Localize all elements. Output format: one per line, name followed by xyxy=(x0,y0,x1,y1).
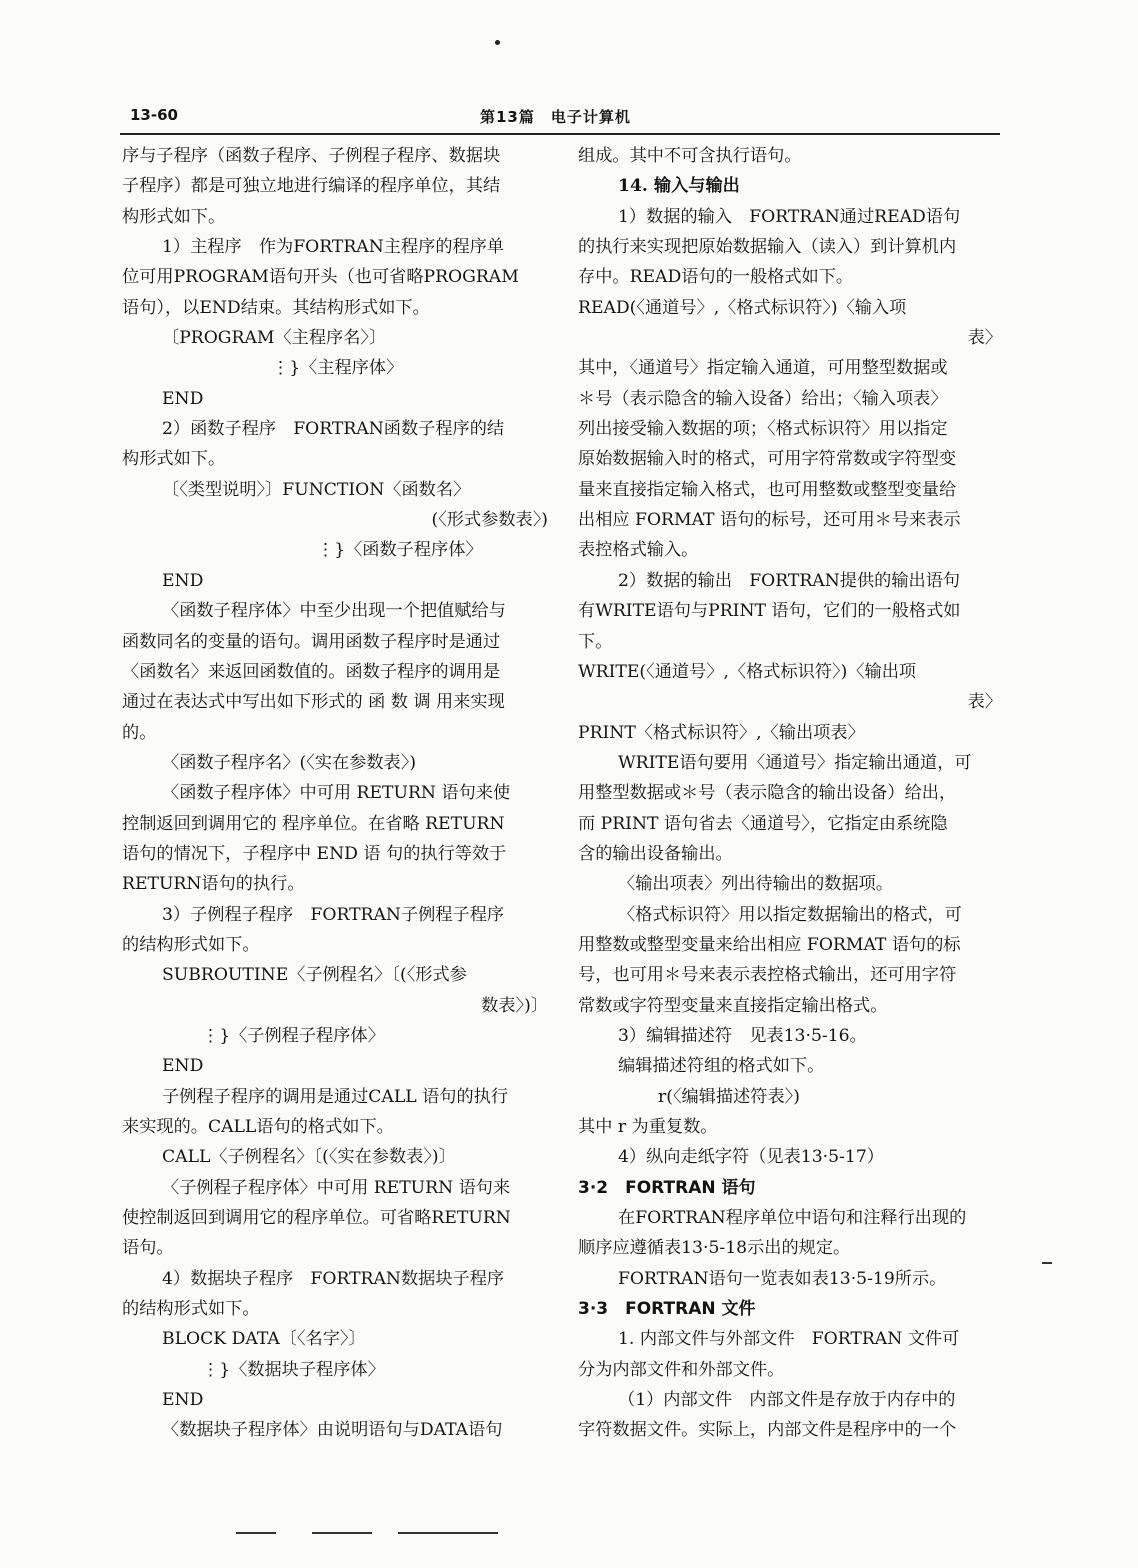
margin-mark xyxy=(1042,1262,1052,1264)
subsection-heading: 14. 输入与输出 xyxy=(618,176,740,197)
text-line: 顺序应遵循表13·5-18示出的规定。 xyxy=(578,1238,851,1259)
text-line: （1）内部文件 内部文件是存放于内存中的 xyxy=(618,1390,956,1411)
code-line: READ(〈通道号〉,〈格式标识符〉)〈输入项 xyxy=(578,297,907,318)
text-line: 组成。其中不可含执行语句。 xyxy=(578,146,802,166)
text-line: 位可用PROGRAM语句开头（也可省略PROGRAM xyxy=(122,267,519,288)
code-line: (〈形式参数表〉) xyxy=(431,510,548,531)
text-line: 语句的情况下，子程序中 END 语 句的执行等效于 xyxy=(122,843,507,864)
code-line: 数表〉)〕 xyxy=(481,995,548,1016)
text-line: ＊号（表示隐含的输入设备）给出；〈输入项表〉 xyxy=(578,388,948,409)
text-line: WRITE语句要用〈通道号〉指定输出通道，可 xyxy=(618,752,972,773)
text-line: 子程序）都是可独立地进行编译的程序单位，其结 xyxy=(122,176,501,197)
text-line: 〈格式标识符〉用以指定数据输出的格式，可 xyxy=(618,904,962,925)
text-line: FORTRAN语句一览表如表13·5-19所示。 xyxy=(618,1268,947,1289)
text-line: 1）数据的输入 FORTRAN通过READ语句 xyxy=(618,206,961,227)
text-line: 有WRITE语句与PRINT 语句，它们的一般格式如 xyxy=(578,601,961,622)
code-line: PRINT〈格式标识符〉,〈输出项表〉 xyxy=(578,722,865,743)
code-line: BLOCK DATA〔〈名字〉〕 xyxy=(162,1329,366,1350)
text-line: 而 PRINT 语句省去〈通道号〉，它指定由系统隐 xyxy=(578,813,948,834)
left-column xyxy=(122,141,548,1446)
text-line: 3）编辑描述符 见表13·5-16。 xyxy=(618,1025,867,1046)
scan-artifact-dash xyxy=(236,1532,276,1534)
code-line: SUBROUTINE〈子例程名〉〔(〈形式参 xyxy=(162,965,467,986)
code-line: WRITE(〈通道号〉,〈格式标识符〉)〈输出项 xyxy=(578,661,917,682)
text-line: 字符数据文件。实际上，内部文件是程序中的一个 xyxy=(578,1420,957,1441)
text-line: 量来直接指定输入格式，也可用整数或整型变量给 xyxy=(578,479,957,500)
code-line: ⋮}〈数据块子程序体〉 xyxy=(202,1359,385,1380)
code-line: 〈函数子程序名〉(〈实在参数表〉) xyxy=(162,752,417,773)
text-line: 含的输出设备输出。 xyxy=(578,843,733,864)
text-line: 〈函数名〉来返回函数值的。函数子程序的调用是 xyxy=(122,661,501,682)
text-line: 存中。READ语句的一般格式如下。 xyxy=(578,267,854,288)
text-line: 号，也可用＊号来表示表控格式输出，还可用字符 xyxy=(578,965,957,986)
text-line: 分为内部文件和外部文件。 xyxy=(578,1359,785,1380)
text-line: 〈函数子程序体〉中至少出现一个把值赋给与 xyxy=(162,601,506,622)
text-line: 4）数据块子程序 FORTRAN数据块子程序 xyxy=(162,1268,505,1289)
running-title: 第13篇 电子计算机 xyxy=(480,108,631,126)
section-heading-3-3: 3·3 FORTRAN 文件 xyxy=(578,1299,756,1320)
text-line: 用整数或整型变量来给出相应 FORMAT 语句的标 xyxy=(578,934,961,955)
text-line: 的。 xyxy=(122,722,157,743)
text-line: 构形式如下。 xyxy=(122,206,226,227)
text-line: 出相应 FORMAT 语句的标号，还可用＊号来表示 xyxy=(578,510,961,531)
text-line: 〈函数子程序体〉中可用 RETURN 语句来使 xyxy=(162,783,511,804)
code-line: 〔PROGRAM〈主程序名〉〕 xyxy=(162,328,387,349)
text-line: 2）函数子程序 FORTRAN函数子程序的结 xyxy=(162,419,505,440)
text-line: 常数或字符型变量来直接指定输出格式。 xyxy=(578,995,888,1016)
text-line: 来实现的。CALL语句的格式如下。 xyxy=(122,1117,394,1137)
code-line: ⋮}〈子例程子程序体〉 xyxy=(202,1025,385,1046)
text-line: 用整型数据或＊号（表示隐含的输出设备）给出， xyxy=(578,783,957,804)
scan-artifact-dash xyxy=(312,1532,372,1534)
text-line: 下。 xyxy=(578,631,613,652)
code-line: r(〈编辑描述符表〉) xyxy=(658,1086,800,1107)
text-line: 控制返回到调用它的 程序单位。在省略 RETURN xyxy=(122,813,505,834)
text-line: 的结构形式如下。 xyxy=(122,1299,260,1320)
text-line: 1）主程序 作为FORTRAN主程序的程序单 xyxy=(162,237,505,258)
code-line: 表〉 xyxy=(967,692,1002,713)
text-line: 4）纵向走纸字符（见表13·5-17） xyxy=(618,1147,884,1168)
page-number: 13-60 xyxy=(130,106,178,124)
text-line: 在FORTRAN程序单位中语句和注释行出现的 xyxy=(618,1208,967,1229)
speck-mark xyxy=(495,40,500,45)
text-line: 构形式如下。 xyxy=(122,449,226,470)
text-line: 表控格式输入。 xyxy=(578,540,699,561)
code-line: END xyxy=(162,1056,204,1077)
text-line: 2）数据的输出 FORTRAN提供的输出语句 xyxy=(618,570,961,591)
code-line: END xyxy=(162,388,204,409)
text-line: 列出接受输入数据的项；〈格式标识符〉用以指定 xyxy=(578,419,948,440)
text-line: 原始数据输入时的格式，可用字符常数或字符型变 xyxy=(578,449,957,470)
code-line: END xyxy=(162,570,204,591)
text-line: 的结构形式如下。 xyxy=(122,934,260,955)
code-line: 表〉 xyxy=(967,328,1002,349)
header-rule xyxy=(120,133,1000,135)
text-line: RETURN语句的执行。 xyxy=(122,874,305,895)
code-line: END xyxy=(162,1390,204,1411)
text-line: 函数同名的变量的语句。调用函数子程序时是通过 xyxy=(122,631,501,652)
text-line: 通过在表达式中写出如下形式的 函 数 调 用来实现 xyxy=(122,692,505,713)
text-line: 语句），以END结束。其结构形式如下。 xyxy=(122,297,430,318)
text-line: 1. 内部文件与外部文件 FORTRAN 文件可 xyxy=(618,1329,960,1350)
text-line: 〈子例程子程序体〉中可用 RETURN 语句来 xyxy=(162,1177,511,1198)
page-header xyxy=(120,104,1000,132)
text-line: 其中，〈通道号〉指定输入通道，可用整型数据或 xyxy=(578,358,948,379)
text-line: 序与子程序（函数子程序、子例程子程序、数据块 xyxy=(122,146,501,166)
code-line: CALL〈子例程名〉〔(〈实在参数表〉)〕 xyxy=(162,1147,456,1168)
code-line: ⋮}〈主程序体〉 xyxy=(272,358,404,379)
text-line: 3）子例程子程序 FORTRAN子例程子程序 xyxy=(162,904,505,925)
right-column xyxy=(578,141,1002,1446)
text-line: 其中 r 为重复数。 xyxy=(578,1117,718,1137)
text-line: 子例程子程序的调用是通过CALL 语句的执行 xyxy=(162,1086,509,1107)
code-line: ⋮}〈函数子程序体〉 xyxy=(317,540,483,561)
code-line: 〔〈类型说明〉〕FUNCTION〈函数名〉 xyxy=(162,479,471,500)
scan-artifact-dash xyxy=(398,1532,498,1534)
section-heading-3-2: 3·2 FORTRAN 语句 xyxy=(578,1177,756,1198)
text-line: 〈数据块子程序体〉由说明语句与DATA语句 xyxy=(162,1420,503,1441)
text-line: 编辑描述符组的格式如下。 xyxy=(618,1056,825,1077)
text-line: 语句。 xyxy=(122,1238,174,1259)
text-line: 〈输出项表〉列出待输出的数据项。 xyxy=(618,874,894,895)
text-line: 使控制返回到调用它的程序单位。可省略RETURN xyxy=(122,1208,511,1229)
text-line: 的执行来实现把原始数据输入（读入）到计算机内 xyxy=(578,237,957,258)
